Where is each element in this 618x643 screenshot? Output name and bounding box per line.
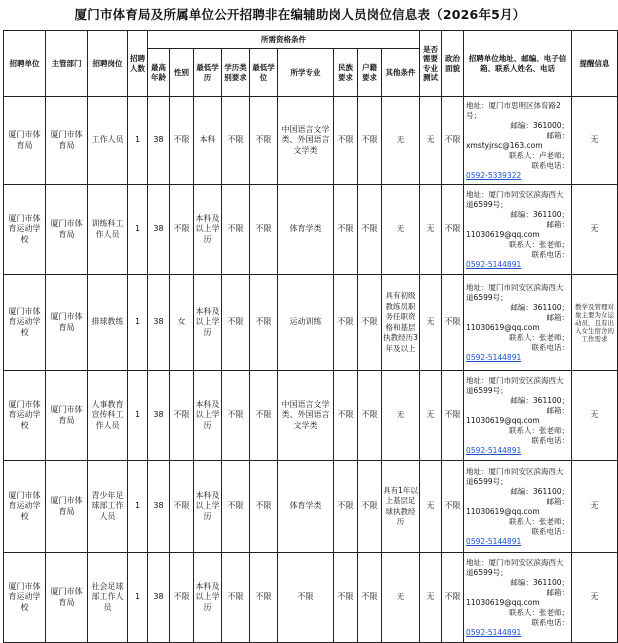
table-row bbox=[4, 371, 618, 461]
education-cell: 本科及以上学历 bbox=[194, 461, 222, 553]
education-cell: 本科及以上学历 bbox=[194, 185, 222, 275]
ethnicity-cell: 不限 bbox=[334, 97, 358, 185]
contact-email: 11030619@qq.com bbox=[466, 597, 540, 607]
contact-phone-label: 联系电话： bbox=[531, 617, 570, 627]
header-row-1 bbox=[4, 31, 618, 49]
test-cell: 无 bbox=[420, 371, 442, 461]
positions-table bbox=[3, 30, 618, 643]
notes-cell: 无 bbox=[572, 461, 618, 553]
gender-cell: 不限 bbox=[170, 461, 194, 553]
contact-phone-link[interactable]: 0592-5339322 bbox=[466, 170, 522, 180]
header-other: 其他条件 bbox=[382, 49, 420, 97]
ethnicity-cell: 不限 bbox=[334, 553, 358, 643]
test-cell: 无 bbox=[420, 185, 442, 275]
contact-person: 联系人：张老师； bbox=[509, 332, 570, 342]
ethnicity-cell: 不限 bbox=[334, 461, 358, 553]
degree-type-cell: 不限 bbox=[222, 461, 250, 553]
contact-email-label: 邮箱： bbox=[546, 312, 570, 322]
employer-cell: 厦门市体育运动学校 bbox=[4, 275, 46, 371]
contact-phone-link[interactable]: 0592-5144891 bbox=[466, 259, 522, 269]
political-cell: 不限 bbox=[442, 97, 464, 185]
test-cell: 无 bbox=[420, 553, 442, 643]
header-major: 所学专业 bbox=[278, 49, 334, 97]
notes-cell: 无 bbox=[572, 371, 618, 461]
ethnicity-cell: 不限 bbox=[334, 185, 358, 275]
major-cell: 中国语言文学类、外国语言文学类 bbox=[278, 97, 334, 185]
contact-address: 地址：厦门市同安区滨海西大道6599号； bbox=[466, 375, 564, 395]
position-cell: 青少年足球部工作人员 bbox=[88, 461, 128, 553]
ethnicity-cell: 不限 bbox=[334, 275, 358, 371]
contact-postcode: 邮编：361100； bbox=[510, 302, 570, 312]
notes-cell: 无 bbox=[572, 553, 618, 643]
authority-cell: 厦门市体育局 bbox=[46, 461, 88, 553]
degree-cell: 不限 bbox=[250, 371, 278, 461]
contact-person: 联系人：张老师； bbox=[509, 607, 570, 617]
authority-cell: 厦门市体育局 bbox=[46, 275, 88, 371]
authority-cell: 厦门市体育局 bbox=[46, 97, 88, 185]
contact-phone-link[interactable]: 0592-5144891 bbox=[466, 445, 522, 455]
table-body bbox=[4, 97, 618, 643]
max-age-cell: 38 bbox=[148, 97, 170, 185]
other-condition-cell: 无 bbox=[382, 185, 420, 275]
header-contact: 招聘单位地址、邮编、电子信箱、联系人姓名、电话 bbox=[464, 31, 572, 97]
header-min-education: 最低学历 bbox=[194, 49, 222, 97]
position-cell: 排球教练 bbox=[88, 275, 128, 371]
major-cell: 运动训练 bbox=[278, 275, 334, 371]
header-min-degree: 最低学位 bbox=[250, 49, 278, 97]
notes-cell: 教学及管理对象主要为女运动员，且有出入女生宿舍的工作需求 bbox=[572, 275, 618, 371]
header-employer: 招聘单位 bbox=[4, 31, 46, 97]
degree-cell: 不限 bbox=[250, 461, 278, 553]
position-cell: 训练科工作人员 bbox=[88, 185, 128, 275]
contact-email-label: 邮箱： bbox=[546, 587, 570, 597]
major-cell: 不限 bbox=[278, 553, 334, 643]
major-cell: 体育学类 bbox=[278, 185, 334, 275]
major-cell: 体育学类 bbox=[278, 461, 334, 553]
count-cell: 1 bbox=[128, 185, 148, 275]
page-title: 厦门市体育局及所属单位公开招聘非在编辅助岗人员岗位信息表（2026年5月） bbox=[74, 7, 526, 22]
header-ethnicity: 民族要求 bbox=[334, 49, 358, 97]
political-cell: 不限 bbox=[442, 185, 464, 275]
max-age-cell: 38 bbox=[148, 553, 170, 643]
contact-email: 11030619@qq.com bbox=[466, 322, 540, 332]
header-degree-type: 学历类别要求 bbox=[222, 49, 250, 97]
contact-phone-link[interactable]: 0592-5144891 bbox=[466, 627, 522, 637]
ethnicity-cell: 不限 bbox=[334, 371, 358, 461]
contact-email-label: 邮箱： bbox=[546, 219, 570, 229]
contact-email: 11030619@qq.com bbox=[466, 506, 540, 516]
position-cell: 工作人员 bbox=[88, 97, 128, 185]
education-cell: 本科及以上学历 bbox=[194, 553, 222, 643]
contact-phone-label: 联系电话： bbox=[531, 526, 570, 536]
degree-cell: 不限 bbox=[250, 185, 278, 275]
count-cell: 1 bbox=[128, 275, 148, 371]
count-cell: 1 bbox=[128, 371, 148, 461]
contact-address: 地址：厦门市同安区滨海西大道6599号； bbox=[466, 189, 564, 209]
gender-cell: 不限 bbox=[170, 371, 194, 461]
employer-cell: 厦门市体育运动学校 bbox=[4, 553, 46, 643]
max-age-cell: 38 bbox=[148, 185, 170, 275]
table-row bbox=[4, 553, 618, 643]
employer-cell: 厦门市体育运动学校 bbox=[4, 185, 46, 275]
employer-cell: 厦门市体育运动学校 bbox=[4, 371, 46, 461]
header-requirements-group: 所需资格条件 bbox=[148, 31, 420, 49]
contact-address: 地址：厦门市同安区滨海西大道6599号； bbox=[466, 282, 564, 302]
contact-address: 地址：厦门市同安区滨海西大道6599号； bbox=[466, 557, 564, 577]
test-cell: 无 bbox=[420, 97, 442, 185]
other-condition-cell: 具有初级教练员职务任职资格和基层执教经历3年及以上 bbox=[382, 275, 420, 371]
other-condition-cell: 无 bbox=[382, 97, 420, 185]
contact-cell bbox=[464, 553, 572, 643]
employer-cell: 厦门市体育运动学校 bbox=[4, 461, 46, 553]
contact-cell bbox=[464, 371, 572, 461]
contact-phone-label: 联系电话： bbox=[531, 249, 570, 259]
hukou-cell: 不限 bbox=[358, 185, 382, 275]
contact-cell bbox=[464, 461, 572, 553]
contact-postcode: 邮编：361100； bbox=[510, 209, 570, 219]
contact-email-label: 邮箱： bbox=[546, 130, 570, 140]
contact-address: 地址：厦门市同安区滨海西大道6599号； bbox=[466, 466, 564, 486]
contact-address: 地址：厦门市思明区体育路2号； bbox=[466, 100, 561, 120]
education-cell: 本科 bbox=[194, 97, 222, 185]
hukou-cell: 不限 bbox=[358, 371, 382, 461]
count-cell: 1 bbox=[128, 461, 148, 553]
authority-cell: 厦门市体育局 bbox=[46, 553, 88, 643]
contact-phone-label: 联系电话： bbox=[531, 342, 570, 352]
contact-postcode: 邮编：361100； bbox=[510, 395, 570, 405]
contact-postcode: 邮编：361100； bbox=[510, 577, 570, 587]
header-authority: 主管部门 bbox=[46, 31, 88, 97]
other-condition-cell: 无 bbox=[382, 371, 420, 461]
count-cell: 1 bbox=[128, 553, 148, 643]
max-age-cell: 38 bbox=[148, 371, 170, 461]
contact-cell bbox=[464, 185, 572, 275]
header-position: 招聘岗位 bbox=[88, 31, 128, 97]
table-row bbox=[4, 275, 618, 371]
degree-cell: 不限 bbox=[250, 275, 278, 371]
other-condition-cell: 无 bbox=[382, 553, 420, 643]
contact-email: xmstyjrsc@163.com bbox=[466, 140, 543, 150]
degree-cell: 不限 bbox=[250, 553, 278, 643]
gender-cell: 不限 bbox=[170, 553, 194, 643]
political-cell: 不限 bbox=[442, 275, 464, 371]
contact-cell bbox=[464, 275, 572, 371]
header-max-age: 最高年龄 bbox=[148, 49, 170, 97]
count-cell: 1 bbox=[128, 97, 148, 185]
contact-person: 联系人：卢老师； bbox=[509, 150, 570, 160]
header-count: 招聘人数 bbox=[128, 31, 148, 97]
header-political: 政治面貌 bbox=[442, 31, 464, 97]
degree-type-cell: 不限 bbox=[222, 97, 250, 185]
max-age-cell: 38 bbox=[148, 461, 170, 553]
max-age-cell: 38 bbox=[148, 275, 170, 371]
hukou-cell: 不限 bbox=[358, 553, 382, 643]
contact-phone-link[interactable]: 0592-5144891 bbox=[466, 536, 522, 546]
header-gender: 性别 bbox=[170, 49, 194, 97]
header-test: 是否需要专业测试 bbox=[420, 31, 442, 97]
contact-phone-label: 联系电话： bbox=[531, 160, 570, 170]
position-cell: 社会足球部工作人员 bbox=[88, 553, 128, 643]
notes-cell: 无 bbox=[572, 185, 618, 275]
political-cell: 不限 bbox=[442, 553, 464, 643]
education-cell: 本科及以上学历 bbox=[194, 275, 222, 371]
notes-cell: 无 bbox=[572, 97, 618, 185]
other-condition-cell: 具有1年以上基层足球执教经历 bbox=[382, 461, 420, 553]
header-notes: 提醒信息 bbox=[572, 31, 618, 97]
contact-email-label: 邮箱： bbox=[546, 405, 570, 415]
education-cell: 本科及以上学历 bbox=[194, 371, 222, 461]
table-row bbox=[4, 97, 618, 185]
political-cell: 不限 bbox=[442, 461, 464, 553]
contact-person: 联系人：张老师； bbox=[509, 239, 570, 249]
authority-cell: 厦门市体育局 bbox=[46, 185, 88, 275]
position-cell: 人事教育宣传科工作人员 bbox=[88, 371, 128, 461]
degree-type-cell: 不限 bbox=[222, 275, 250, 371]
header-hukou: 户籍要求 bbox=[358, 49, 382, 97]
table-row bbox=[4, 461, 618, 553]
contact-email: 11030619@qq.com bbox=[466, 229, 540, 239]
degree-type-cell: 不限 bbox=[222, 553, 250, 643]
employer-cell: 厦门市体育局 bbox=[4, 97, 46, 185]
gender-cell: 不限 bbox=[170, 185, 194, 275]
hukou-cell: 不限 bbox=[358, 97, 382, 185]
authority-cell: 厦门市体育局 bbox=[46, 371, 88, 461]
test-cell: 无 bbox=[420, 461, 442, 553]
gender-cell: 不限 bbox=[170, 97, 194, 185]
major-cell: 中国语言文学类、外国语言文学类 bbox=[278, 371, 334, 461]
contact-person: 联系人：张老师； bbox=[509, 425, 570, 435]
contact-person: 联系人：张老师； bbox=[509, 516, 570, 526]
contact-cell bbox=[464, 97, 572, 185]
degree-type-cell: 不限 bbox=[222, 371, 250, 461]
gender-cell: 女 bbox=[170, 275, 194, 371]
hukou-cell: 不限 bbox=[358, 461, 382, 553]
test-cell: 无 bbox=[420, 275, 442, 371]
contact-email-label: 邮箱： bbox=[546, 496, 570, 506]
political-cell: 不限 bbox=[442, 371, 464, 461]
degree-cell: 不限 bbox=[250, 97, 278, 185]
degree-type-cell: 不限 bbox=[222, 185, 250, 275]
contact-phone-link[interactable]: 0592-5144891 bbox=[466, 352, 522, 362]
hukou-cell: 不限 bbox=[358, 275, 382, 371]
contact-phone-label: 联系电话： bbox=[531, 435, 570, 445]
table-row bbox=[4, 185, 618, 275]
contact-email: 11030619@qq.com bbox=[466, 415, 540, 425]
contact-postcode: 邮编：361100； bbox=[510, 486, 570, 496]
contact-postcode: 邮编：361000； bbox=[510, 120, 570, 130]
